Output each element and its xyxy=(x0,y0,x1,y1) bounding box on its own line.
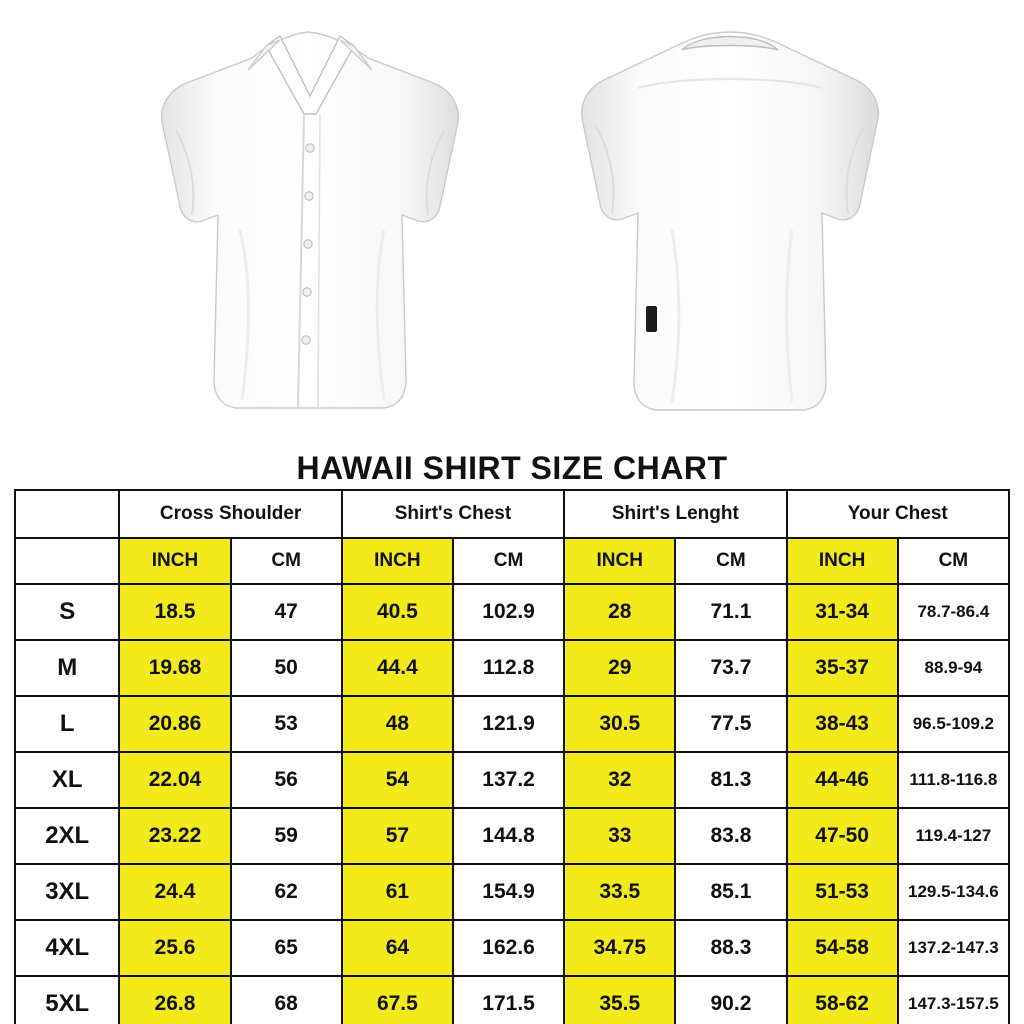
group-header-shirts-length: Shirt's Lenght xyxy=(564,490,786,538)
cell-cross-shoulder-inch: 19.68 xyxy=(119,640,230,696)
corner-cell xyxy=(15,490,119,538)
cell-length-inch: 29 xyxy=(564,640,675,696)
cell-your-chest-cm: 137.2-147.3 xyxy=(898,920,1009,976)
cell-chest-inch: 40.5 xyxy=(342,584,453,640)
page-title: HAWAII SHIRT SIZE CHART xyxy=(296,450,728,486)
shirt-illustrations xyxy=(0,0,1024,448)
cell-chest-inch: 54 xyxy=(342,752,453,808)
unit-length-cm: CM xyxy=(675,538,786,584)
cell-chest-cm: 171.5 xyxy=(453,976,564,1024)
cell-cross-shoulder-cm: 56 xyxy=(231,752,342,808)
cell-chest-inch: 67.5 xyxy=(342,976,453,1024)
row-size-label: 5XL xyxy=(15,976,119,1024)
row-size-label: 4XL xyxy=(15,920,119,976)
cell-chest-inch: 57 xyxy=(342,808,453,864)
cell-chest-cm: 121.9 xyxy=(453,696,564,752)
row-size-label: S xyxy=(15,584,119,640)
cell-chest-inch: 44.4 xyxy=(342,640,453,696)
cell-your-chest-inch: 38-43 xyxy=(787,696,898,752)
cell-chest-inch: 64 xyxy=(342,920,453,976)
cell-cross-shoulder-inch: 22.04 xyxy=(119,752,230,808)
unit-cross-shoulder-inch: INCH xyxy=(119,538,230,584)
table-row xyxy=(15,920,1009,976)
cell-length-cm: 90.2 xyxy=(675,976,786,1024)
shirt-back-image xyxy=(560,10,900,440)
cell-length-inch: 33.5 xyxy=(564,864,675,920)
cell-cross-shoulder-cm: 62 xyxy=(231,864,342,920)
cell-length-inch: 28 xyxy=(564,584,675,640)
cell-length-inch: 33 xyxy=(564,808,675,864)
cell-chest-cm: 154.9 xyxy=(453,864,564,920)
cell-cross-shoulder-inch: 20.86 xyxy=(119,696,230,752)
cell-your-chest-inch: 58-62 xyxy=(787,976,898,1024)
unit-length-inch: INCH xyxy=(564,538,675,584)
size-chart-table xyxy=(14,489,1010,1024)
cell-length-inch: 35.5 xyxy=(564,976,675,1024)
table-row xyxy=(15,752,1009,808)
table-group-header-row xyxy=(15,490,1009,538)
cell-your-chest-inch: 54-58 xyxy=(787,920,898,976)
table-row xyxy=(15,640,1009,696)
size-chart-table-wrap xyxy=(14,489,1010,1024)
cell-length-cm: 77.5 xyxy=(675,696,786,752)
table-row xyxy=(15,808,1009,864)
cell-your-chest-inch: 51-53 xyxy=(787,864,898,920)
table-row xyxy=(15,976,1009,1024)
cell-length-inch: 32 xyxy=(564,752,675,808)
table-unit-header-row xyxy=(15,538,1009,584)
row-size-label: 3XL xyxy=(15,864,119,920)
cell-cross-shoulder-cm: 65 xyxy=(231,920,342,976)
cell-length-cm: 71.1 xyxy=(675,584,786,640)
cell-length-cm: 73.7 xyxy=(675,640,786,696)
cell-your-chest-inch: 44-46 xyxy=(787,752,898,808)
cell-your-chest-inch: 35-37 xyxy=(787,640,898,696)
table-row xyxy=(15,584,1009,640)
cell-cross-shoulder-cm: 47 xyxy=(231,584,342,640)
cell-cross-shoulder-cm: 53 xyxy=(231,696,342,752)
cell-your-chest-inch: 47-50 xyxy=(787,808,898,864)
cell-your-chest-cm: 111.8-116.8 xyxy=(898,752,1009,808)
cell-cross-shoulder-inch: 25.6 xyxy=(119,920,230,976)
cell-your-chest-cm: 78.7-86.4 xyxy=(898,584,1009,640)
cell-cross-shoulder-inch: 23.22 xyxy=(119,808,230,864)
cell-chest-inch: 61 xyxy=(342,864,453,920)
cell-chest-cm: 137.2 xyxy=(453,752,564,808)
row-size-label: XL xyxy=(15,752,119,808)
cell-your-chest-cm: 88.9-94 xyxy=(898,640,1009,696)
unit-your-chest-inch: INCH xyxy=(787,538,898,584)
cell-your-chest-cm: 147.3-157.5 xyxy=(898,976,1009,1024)
cell-cross-shoulder-inch: 24.4 xyxy=(119,864,230,920)
cell-length-cm: 85.1 xyxy=(675,864,786,920)
cell-your-chest-cm: 129.5-134.6 xyxy=(898,864,1009,920)
group-header-cross-shoulder: Cross Shoulder xyxy=(119,490,341,538)
group-header-shirts-chest: Shirt's Chest xyxy=(342,490,564,538)
cell-chest-inch: 48 xyxy=(342,696,453,752)
cell-your-chest-cm: 119.4-127 xyxy=(898,808,1009,864)
cell-cross-shoulder-inch: 26.8 xyxy=(119,976,230,1024)
cell-length-inch: 34.75 xyxy=(564,920,675,976)
shirt-front-image xyxy=(140,10,480,440)
cell-your-chest-cm: 96.5-109.2 xyxy=(898,696,1009,752)
cell-cross-shoulder-cm: 68 xyxy=(231,976,342,1024)
cell-cross-shoulder-cm: 59 xyxy=(231,808,342,864)
cell-length-cm: 81.3 xyxy=(675,752,786,808)
cell-cross-shoulder-inch: 18.5 xyxy=(119,584,230,640)
row-size-label: L xyxy=(15,696,119,752)
unit-cross-shoulder-cm: CM xyxy=(231,538,342,584)
unit-corner-cell xyxy=(15,538,119,584)
unit-chest-inch: INCH xyxy=(342,538,453,584)
row-size-label: M xyxy=(15,640,119,696)
cell-length-cm: 83.8 xyxy=(675,808,786,864)
brand-label-icon xyxy=(646,306,657,332)
cell-length-inch: 30.5 xyxy=(564,696,675,752)
cell-chest-cm: 102.9 xyxy=(453,584,564,640)
unit-your-chest-cm: CM xyxy=(898,538,1009,584)
cell-cross-shoulder-cm: 50 xyxy=(231,640,342,696)
cell-your-chest-inch: 31-34 xyxy=(787,584,898,640)
table-row xyxy=(15,864,1009,920)
cell-chest-cm: 144.8 xyxy=(453,808,564,864)
group-header-your-chest: Your Chest xyxy=(787,490,1009,538)
row-size-label: 2XL xyxy=(15,808,119,864)
table-row xyxy=(15,696,1009,752)
cell-length-cm: 88.3 xyxy=(675,920,786,976)
cell-chest-cm: 162.6 xyxy=(453,920,564,976)
cell-chest-cm: 112.8 xyxy=(453,640,564,696)
unit-chest-cm: CM xyxy=(453,538,564,584)
